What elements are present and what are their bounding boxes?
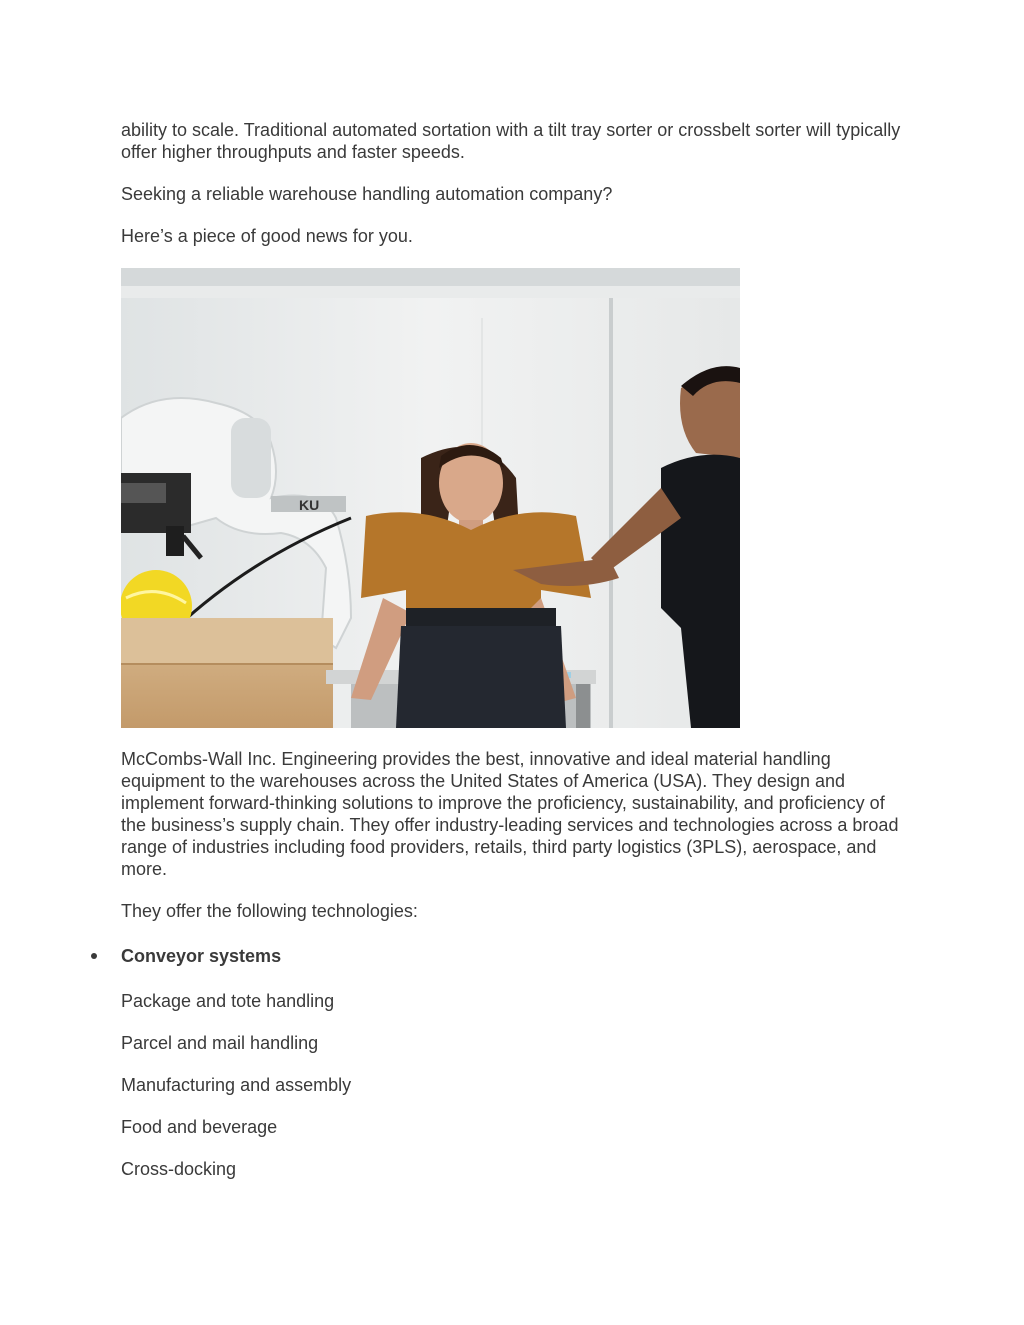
bullet-icon (91, 953, 97, 959)
list-item: Cross-docking (121, 1159, 237, 1179)
document-page (121, 119, 911, 1200)
list-item: Package and tote handling (121, 991, 335, 1011)
technology-list (121, 990, 911, 1180)
question-paragraph: Seeking a reliable warehouse handling automation company? (121, 184, 613, 204)
list-item: Parcel and mail handling (121, 1033, 319, 1053)
conveyor-systems-bullet (121, 945, 911, 967)
list-item: Manufacturing and assembly (121, 1075, 352, 1095)
company-description: McCombs-Wall Inc. Engineering provides the best, innovative and ideal material handling equipment to the warehouses across the United States of America (USA). They design and implement forward-thinking solutions to improve the proficiency, sustainability, and proficiency of the business’s supply chain. They offer industry-leading services and technologies across a broad range of industries including food providers, retails, third party logistics (3PLS), aerospace, and more. (121, 749, 899, 879)
robot-arm-photo (121, 268, 740, 728)
offer-paragraph: They offer the following technologies: (121, 901, 418, 921)
robot-brand-label: KU (299, 497, 320, 513)
list-item: Food and beverage (121, 1117, 278, 1137)
intro-paragraph: ability to scale. Traditional automated sortation with a tilt tray sorter or crossbelt sorter will typically offer higher throughputs and faster speeds. (121, 120, 901, 162)
technology-heading: Conveyor systems (121, 946, 282, 966)
news-paragraph: Here’s a piece of good news for you. (121, 226, 413, 246)
